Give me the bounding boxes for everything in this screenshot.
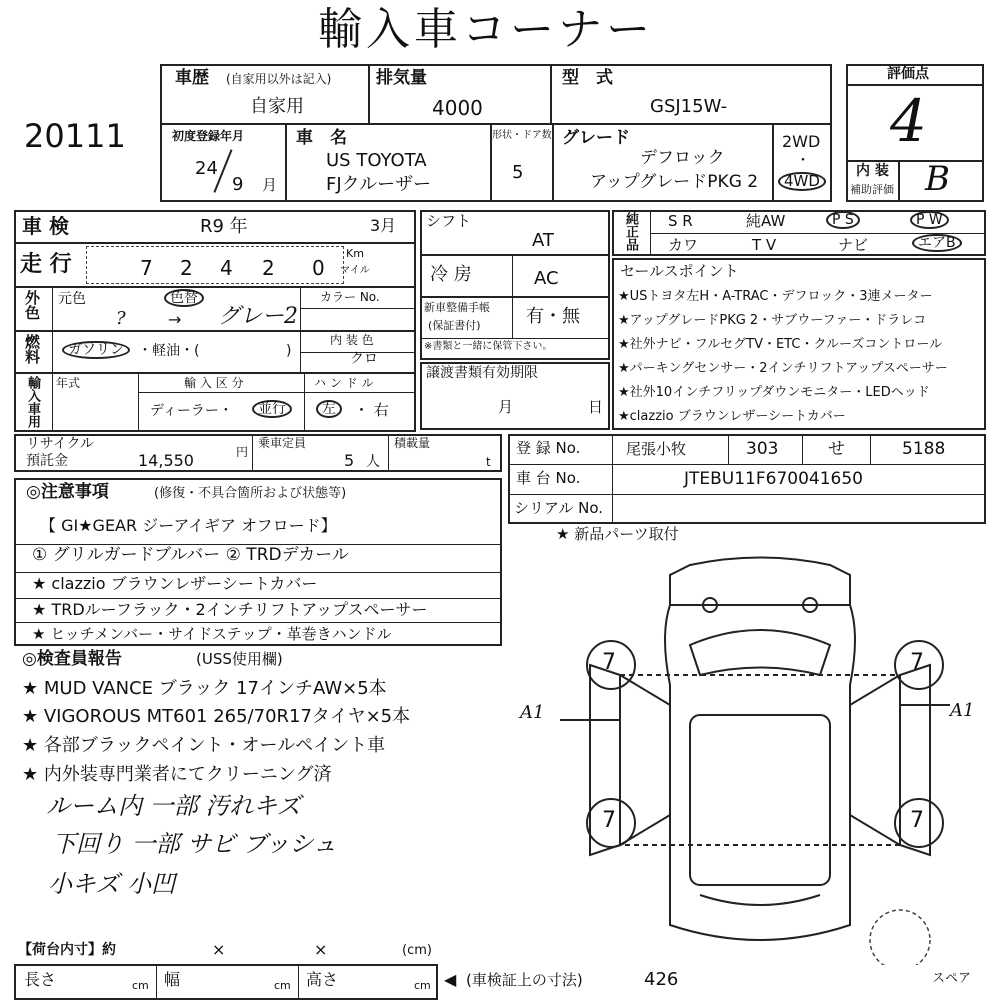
mileage-digit-5: 0	[312, 256, 325, 280]
mileage-label: 走 行	[20, 252, 72, 277]
damage-mark-left: A1	[520, 702, 545, 723]
cert-value: 426	[644, 969, 679, 990]
fuel-label: 燃料	[23, 334, 41, 364]
inspection-month: 3月	[370, 216, 397, 235]
shift-value: AT	[532, 230, 554, 251]
equip-kawa: カワ	[668, 236, 699, 254]
doors-label: 形状・ドア数	[492, 130, 552, 141]
drive-dot: ・	[796, 153, 810, 169]
history-value: 自家用	[250, 96, 304, 117]
mileage-unit-km: Km	[346, 247, 364, 260]
serial-label: シリアル No.	[514, 499, 604, 517]
report-line-3: ★ 各部ブラックペイント・オールペイント車	[22, 735, 386, 756]
first-reg-month-unit: 月	[262, 176, 278, 194]
recycle-unit: 円	[236, 445, 249, 459]
interior-color-value: クロ	[350, 351, 378, 367]
interior-label-2: 補助評価	[850, 183, 894, 196]
inspection-value: R9 年	[200, 216, 248, 237]
sales-point-6: ★clazzio ブラウンレザーシートカバー	[618, 409, 846, 424]
shift-label: シフト	[426, 212, 472, 230]
notes-line-5: ★ ヒッチメンバー・サイドステップ・革巻きハンドル	[32, 625, 392, 643]
import-year-label: 年式	[56, 376, 81, 390]
tire-front-right-score: 7	[910, 650, 924, 675]
import-dealer: ディーラー・	[150, 403, 233, 419]
tire-rear-right-score: 7	[910, 808, 924, 833]
grade-label: グレード	[562, 128, 630, 148]
fuel-gasoline-selected: ガソリン	[62, 341, 130, 359]
report-handwritten-1: ルーム内 一部 汚れキズ	[46, 792, 301, 820]
sales-point-4: ★パーキングセンサー・2インチリフトアップスペーサー	[618, 361, 948, 376]
transfer-month: 月	[498, 398, 514, 416]
displacement-value: 4000	[432, 96, 483, 120]
manual-value: 有・無	[526, 306, 580, 327]
report-line-2: ★ VIGOROUS MT601 265/70R17タイヤ×5本	[22, 706, 411, 727]
registration-class: 303	[746, 439, 779, 459]
notes-header-note: (修復・不具合箇所および状態等)	[154, 486, 347, 501]
car-damage-diagram	[560, 545, 980, 965]
history-note: (自家用以外は記入)	[226, 72, 332, 86]
cargo-width-label: 幅	[164, 970, 181, 989]
import-parallel-selected: 並行	[252, 400, 292, 418]
tire-front-left-score: 7	[602, 650, 616, 675]
cargo-height-label: 高さ	[306, 970, 339, 989]
doors-value: 5	[512, 162, 524, 183]
transfer-label: 譲渡書類有効期限	[426, 365, 538, 381]
cargo-dimensions-box	[14, 964, 438, 1000]
equip-aw: 純AW	[746, 212, 786, 230]
spare-label: スペア	[932, 971, 972, 986]
report-header-note: (USS使用欄)	[196, 650, 283, 668]
cert-label: (車検証上の寸法)	[466, 971, 583, 989]
cargo-length-unit: cm	[132, 979, 149, 992]
notes-line-2: ① グリルガードブルバー ② TRDデカール	[32, 545, 349, 565]
handle-right: ・ 右	[354, 401, 389, 419]
score-value: 4	[890, 87, 927, 155]
equip-navi: ナビ	[838, 236, 869, 254]
color-label: 外色	[23, 290, 41, 320]
damage-mark-right: A1	[950, 700, 975, 721]
recycle-label-2: 預託金	[26, 453, 68, 469]
page-title: 輸入車コーナー	[318, 4, 654, 55]
color-changed-selected: 色替	[164, 289, 204, 307]
score-label: 評価点	[887, 66, 929, 82]
capacity-label: 乗車定員	[258, 436, 307, 450]
cargo-height-unit: cm	[414, 979, 431, 992]
car-name-line1: US TOYOTA	[326, 150, 427, 171]
import-label: 輸入車用	[25, 376, 40, 428]
grade-line1: デフロック	[640, 148, 725, 168]
ac-label: 冷 房	[430, 264, 472, 285]
equip-ps-selected: P S	[826, 211, 860, 229]
recycle-label-1: リサイクル	[26, 436, 95, 452]
mileage-digit-4: 2	[262, 256, 275, 280]
first-reg-year: 24	[195, 158, 218, 179]
capacity-value: 5	[344, 451, 355, 470]
interior-color-label: 内 装 色	[330, 333, 374, 347]
first-reg-month: 9	[232, 174, 244, 195]
color-orig-label: 元色	[58, 291, 86, 307]
equip-sr: S R	[668, 212, 693, 230]
equipment-label: 純正品	[623, 212, 638, 251]
new-parts-note: ★ 新品パーツ取付	[556, 525, 679, 543]
cargo-x1: ×	[212, 940, 226, 959]
drive-4wd-selected: 4WD	[778, 172, 826, 191]
model-code-label: 型 式	[562, 68, 613, 88]
import-category-label: 輸 入 区 分	[184, 376, 244, 390]
cargo-unit: (cm)	[402, 943, 432, 958]
equip-airbag-selected: エアB	[912, 234, 962, 252]
notes-line-4: ★ TRDルーフラック・2インチリフトアップスペーサー	[32, 600, 428, 619]
report-line-4: ★ 内外装専門業者にてクリーニング済	[22, 764, 332, 785]
first-reg-label: 初度登録年月	[172, 129, 245, 143]
mileage-unit-mile: マイル	[340, 265, 370, 276]
cargo-x2: ×	[314, 940, 328, 959]
interior-value: B	[925, 159, 950, 199]
lot-number: 20111	[24, 117, 126, 155]
cert-arrow-icon: ◀	[444, 970, 457, 989]
drive-2wd: 2WD	[782, 132, 821, 151]
inspection-label: 車 検	[22, 214, 69, 238]
load-unit: t	[486, 455, 491, 469]
sales-point-2: ★アップグレードPKG 2・サブウーファー・ドラレコ	[618, 313, 927, 328]
report-handwritten-2: 下回り 一部 サビ ブッシュ	[52, 830, 337, 858]
report-line-1: ★ MUD VANCE ブラック 17インチAW×5本	[22, 678, 387, 699]
fuel-diesel: ・軽油・(	[138, 343, 200, 359]
grade-line2: アップグレードPKG 2	[590, 172, 759, 192]
recycle-value: 14,550	[138, 451, 194, 470]
cargo-label: 【荷台内寸】約	[18, 942, 116, 958]
notes-header: ◎注意事項	[26, 482, 109, 502]
model-code-value: GSJ15W-	[650, 96, 728, 117]
capacity-unit: 人	[366, 454, 380, 470]
mileage-digit-1: 7	[140, 256, 153, 280]
equip-tv: T V	[752, 236, 777, 254]
color-from: ?	[116, 308, 126, 329]
registration-place: 尾張小牧	[626, 440, 687, 458]
registration-label: 登 録 No.	[516, 439, 581, 457]
handle-label: ハ ン ド ル	[314, 376, 374, 390]
cargo-length-label: 長さ	[24, 970, 57, 989]
tire-rear-left-score: 7	[602, 808, 616, 833]
report-handwritten-3: 小キズ 小凹	[48, 870, 176, 898]
chassis-value: JTEBU11F670041650	[684, 469, 863, 489]
equip-pw-selected: P W	[910, 211, 949, 229]
registration-number: 5188	[902, 439, 946, 459]
color-code-label: カラー No.	[320, 290, 380, 304]
color-arrow: →	[168, 310, 182, 329]
manual-label-1: 新車整備手帳	[424, 301, 490, 314]
mileage-digit-2: 2	[180, 256, 193, 280]
cargo-width-unit: cm	[274, 979, 291, 992]
fuel-close: )	[286, 343, 292, 359]
transfer-day: 日	[588, 398, 604, 416]
handle-left-selected: 左	[316, 400, 342, 418]
load-label: 積載量	[394, 436, 431, 450]
registration-kana: せ	[828, 439, 845, 459]
ac-value: AC	[534, 268, 559, 289]
color-to: グレー2	[218, 304, 298, 329]
car-name-line2: FJクルーザー	[326, 174, 432, 195]
sales-point-5: ★社外10インチフリップダウンモニター・LEDヘッド	[618, 385, 930, 400]
notes-line-3: ★ clazzio ブラウンレザーシートカバー	[32, 574, 318, 593]
interior-label-1: 内 装	[856, 163, 889, 179]
sales-point-1: ★USトヨタ左H・A-TRAC・デフロック・3連メーター	[618, 289, 933, 304]
car-name-label: 車 名	[296, 128, 347, 148]
displacement-label: 排気量	[376, 68, 427, 88]
notes-line-1: 【 GI★GEAR ジーアイギア オフロード】	[40, 516, 337, 535]
chassis-label: 車 台 No.	[516, 469, 581, 487]
report-header: ◎検査員報告	[22, 649, 122, 669]
sales-point-3: ★社外ナビ・フルセグTV・ETC・クルーズコントロール	[618, 337, 943, 352]
manual-note: ※書類と一緒に保管下さい。	[424, 341, 553, 352]
manual-label-2: (保証書付)	[428, 319, 481, 332]
mileage-digit-3: 4	[220, 256, 233, 280]
sales-label: セールスポイント	[620, 262, 739, 280]
history-label: 車歴	[175, 68, 209, 88]
